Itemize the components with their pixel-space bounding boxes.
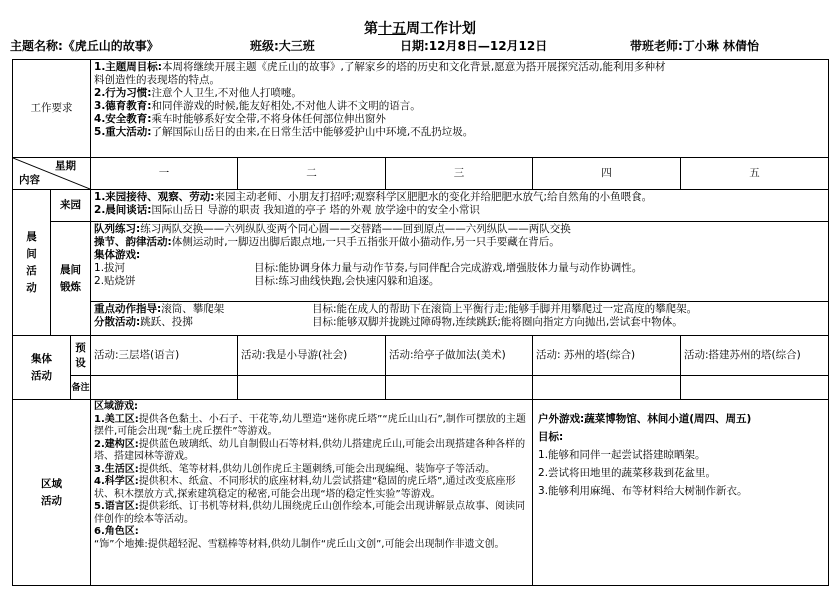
morning-arrival-row	[13, 190, 829, 222]
day-label: 星期	[55, 160, 77, 172]
arrival-label: 来园	[51, 190, 91, 222]
area-games-content: 区域游戏: 1.美工区:提供各色黏土、小石子、干花等,幼儿塑造“迷你虎丘塔”“虎丘山山石”,制作可摆放的主题摆件,可能会出现“黏土虎丘摆件”等游戏。 2.建构区:提供蓝色玻璃纸、幼儿自制假山石等材料,供幼儿搭建虎丘山,可能会出现搭建各种各样的塔、搭建园林等游戏。 3.生活区:提供纸、笔等材料,供幼儿创作虎丘主题刺绣,可能会出现编绳、装饰亭子等活动。 4.科学区:提供积木、纸盒、不同形状的底座材料,幼儿尝试搭建“稳固的虎丘塔”,通过改变底座形状、积木摆放方式,探索建筑稳定的秘密,可能会出现“塔的稳定性实验”等游戏。 5.语言区:提供彩纸、订书机等材料,供幼儿围绕虎丘山创作绘本,可能会出现讲解景点故事、阅读同伴创作的绘本等活动。 6.角色区: “饰”个地摊:提供超轻泥、雪糕棒等材料,供幼儿制作“虎丘山文创”,可能会出现制作非遗文创。	[91, 400, 533, 586]
group-activity-note-row	[13, 376, 829, 400]
day-tuesday: 二	[238, 158, 386, 190]
class-name: 班级:大三班	[250, 39, 315, 53]
group-activity-label: 集体活动	[13, 336, 71, 400]
work-requirements-row	[13, 60, 829, 158]
theme-name: 主题名称:《虎丘山的故事》	[10, 39, 159, 53]
week-header-row	[13, 158, 829, 190]
note-monday	[91, 376, 238, 400]
plan-table	[12, 59, 829, 586]
group-activity-thursday: 活动: 苏州的塔(综合)	[533, 336, 681, 376]
day-wednesday: 三	[386, 158, 533, 190]
group-activity-friday: 活动:搭建苏州的塔(综合)	[681, 336, 829, 376]
exercise-label: 晨间锻炼	[51, 222, 91, 336]
content-label: 内容	[19, 174, 40, 186]
outdoor-games-content: 户外游戏:蔬菜博物馆、林间小道(周四、周五) 目标: 1.能够和同伴一起尝试搭建晾晒架。 2.尝试将田地里的蔬菜移栽到花盆里。 3.能够利用麻绳、布等材料给大树制作新衣。	[533, 400, 829, 586]
page-title: 第十五周工作计划	[364, 21, 476, 37]
plan-label: 预设	[71, 336, 91, 376]
group-activity-monday: 活动:三层塔(语言)	[91, 336, 238, 376]
note-tuesday	[238, 376, 386, 400]
day-friday: 五	[681, 158, 829, 190]
header-row	[10, 37, 830, 57]
focus-content: 重点动作指导:滚筒、攀爬架 目标:能在成人的帮助下在滚筒上平衡行走;能够手脚并用攀爬过一定高度的攀爬架。 分散活动:跳跃、投掷 目标:能够双脚并拢跳过障碍物,连续跳跃;能将圈向指定方向抛出,尝试套中物体。	[91, 302, 829, 336]
week-number: 十五	[378, 21, 406, 37]
note-label: 备注	[71, 376, 91, 400]
day-monday: 一	[91, 158, 238, 190]
group-activity-wednesday: 活动:给亭子做加法(美术)	[386, 336, 533, 376]
area-activity-label: 区域活动	[13, 400, 91, 586]
group-activity-tuesday: 活动:我是小导游(社会)	[238, 336, 386, 376]
group-activity-plan-row	[13, 336, 829, 376]
work-requirements-label: 工作要求	[13, 60, 91, 158]
exercise-content: 队列练习:练习两队交换——六列纵队变两个同心圆——交替踏——回到原点——六列纵队——两队交换 操节、韵律活动:体侧运动时,一脚迈出脚后跟点地,一只手五指张开做小猫动作,另一只手要藏在背后。 集体游戏: 1.拔河 目标:能协调身体力量与动作节奏,与同伴配合完成游戏,增强肢体力量与动作协调性。 2.贴烧饼 目标:练习曲线快跑,会快速闪躲和追逐。	[91, 222, 829, 302]
note-friday	[681, 376, 829, 400]
note-wednesday	[386, 376, 533, 400]
arrival-content: 1.来园接待、观察、劳动:来园主动老师、小朋友打招呼;观察科学区肥肥水的变化并给肥肥水放气;给自然角的小鱼喂食。 2.晨间谈话:国际山岳日 导游的职责 我知道的亭子 塔的外观 放学途中的安全小常识	[91, 190, 829, 222]
note-thursday	[533, 376, 681, 400]
teachers: 带班老师:丁小琳 林倩怡	[630, 39, 759, 53]
week-content-diagonal-cell	[13, 158, 91, 190]
morning-exercise-row	[13, 222, 829, 302]
date-range: 日期:12月8日—12月12日	[400, 39, 548, 53]
morning-activity-label: 晨间活动	[13, 190, 51, 336]
morning-focus-row	[13, 302, 829, 336]
area-activity-row	[13, 400, 829, 586]
day-thursday: 四	[533, 158, 681, 190]
work-requirements-content: 1.主题周目标:本周将继续开展主题《虎丘山的故事》,了解家乡的塔的历史和文化背景,愿意为搭开展探究活动,能利用多种材 料创造性的表现塔的特点。 2.行为习惯:注意个人卫生,不对他人打喷嚏。 3.德育教育:和同伴游戏的时候,能友好相处,不对他人讲不文明的语言。 4.安全教育:乘车时能够系好安全带,不将身体任何部位伸出窗外 5.重大活动:了解国际山岳日的由来,在日常生活中能够爱护山中环境,不乱扔垃圾。	[91, 60, 829, 158]
